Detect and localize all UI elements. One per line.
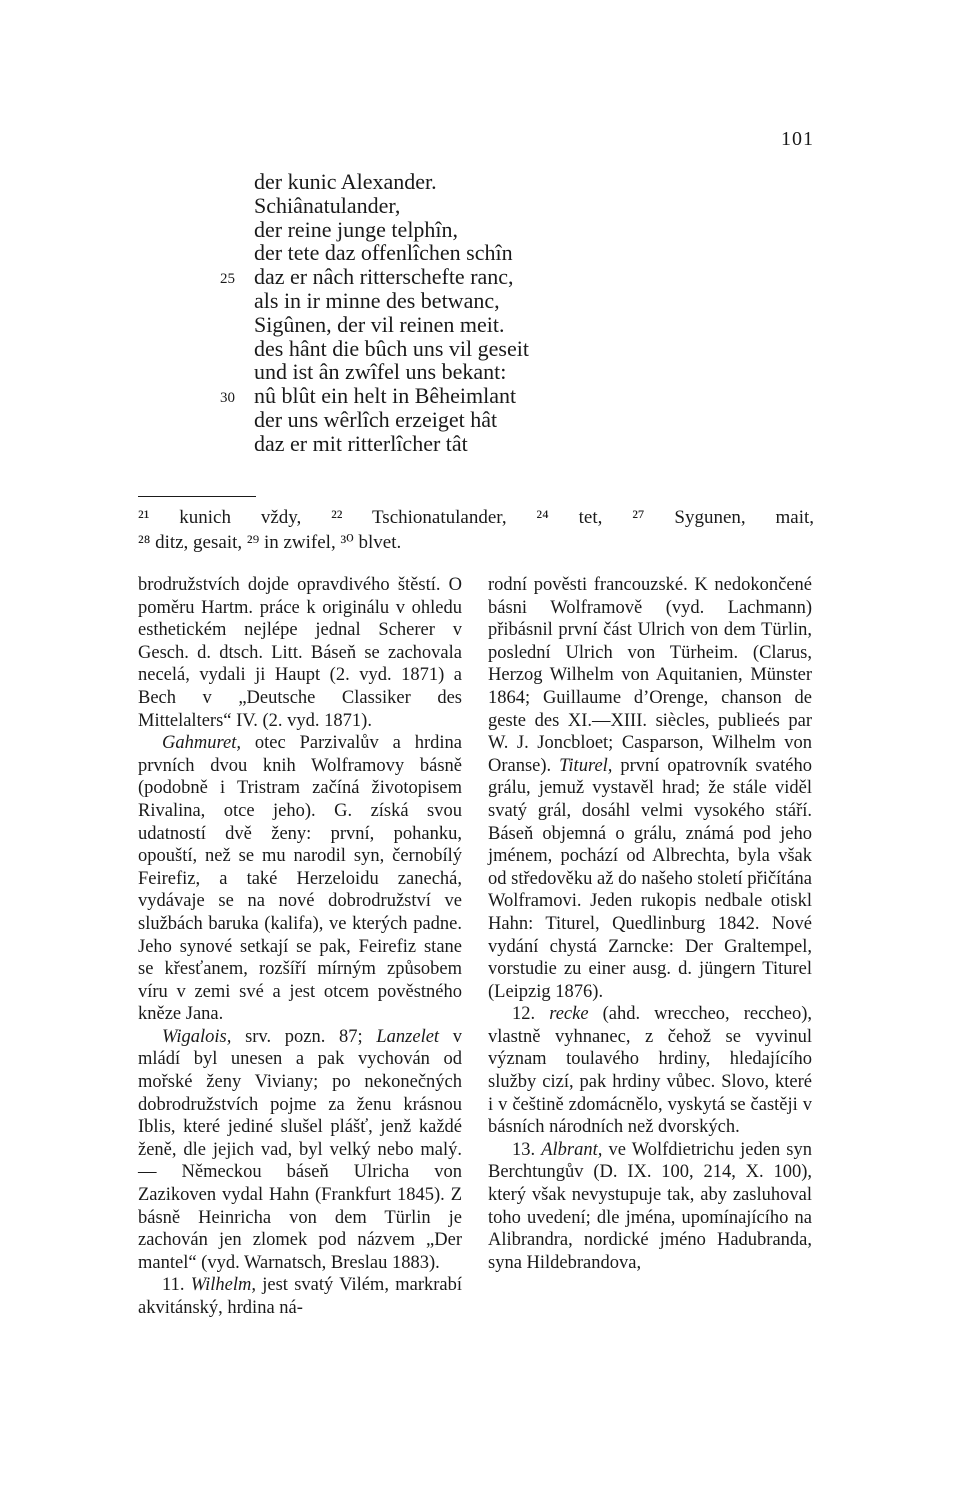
paragraph (138, 1026, 462, 1275)
verse-line (254, 432, 674, 456)
paragraph-text: v mládí byl unesen a pak vychován od mořské ženy Viviany; po nekonečných dobrodružstvích pojme za ženu krásnou Iblis, které jediné slušel plášť, jenž každé ženě, dle jejich vad, byl velký nebo malý. — Německou báseň Ulricha von Zazikoven vydal Hahn (Frankfurt 1845). Z básně Heinricha von dem Türlin je zachován jen zlomek pod názvem „Der mantel“ (vyd. Warnatsch, Breslau 1883). (138, 1026, 463, 1273)
paragraph-text: srv. pozn. 87; (231, 1026, 377, 1047)
section-number: 13. (512, 1139, 542, 1160)
paragraph (138, 732, 462, 1026)
footnotes (138, 505, 814, 555)
footnote-line: ²⁸ ditz, gesait, ²⁹ in zwifel, ³⁰ blvet. (138, 532, 402, 553)
term: Gahmuret, (162, 733, 241, 754)
verse-text: des hânt die bûch uns vil geseit (254, 335, 529, 361)
verse-line (254, 194, 674, 218)
verse-text: daz er mit ritterlîcher tât (254, 430, 468, 456)
paragraph-text: ve Wolfdietrichu jeden syn Berchtungův (D. IX. 100, 214, X. 100), který však nevystupuje tak, aby zasluhoval toho uvedení; dle jména, upomínajícího na Alibrandra, nordické jméno Hadubranda, syna Hildebrandova, (488, 1139, 812, 1273)
section-number: 12. (512, 1004, 550, 1025)
verse-line (220, 264, 674, 290)
paragraph-text: jest svatý Vilém, markrabí akvitánský, hrdina ná- (138, 1275, 462, 1318)
verse-line (254, 241, 674, 265)
line-number: 25 (220, 271, 235, 288)
footnote-divider (138, 496, 256, 497)
verse-text: Schiânatulander, (254, 192, 401, 218)
verse-text: daz er nâch ritterschefte ranc, (254, 264, 514, 290)
verse-text: der kunic Alexander. (254, 169, 437, 194)
paragraph-text: (ahd. wreccheo, reccheo), vlastně vyhnanec, z čehož se vyvinul význam toulavého hrdiny, hledajícího služby cizí, pak hrdiny vůbec. Slovo, které i v češtině zdomácnělo, vyskytá se častěji v básních národních než dvorských. (488, 1004, 813, 1138)
verse-text: als in ir minne des betwanc, (254, 287, 500, 313)
verse-text: nû blût ein helt in Bêheimlant (254, 383, 517, 409)
verse-line (254, 218, 674, 242)
section-number: 11. (162, 1275, 191, 1296)
footnote-line: ²¹ kunich vždy, ²² Tschionatulander, ²⁴ tet, ²⁷ Sygunen, mait, (138, 507, 814, 528)
paragraph-text: rodní pověsti francouzské. K nedokončené básni Wolframově (vyd. Lachmann) přibásnil první část Ulrich von dem Türlin, poslední Ulrich von Türheim. (Clarus, Herzog Wilhelm von Aquitanien, Münster 1864; Guillaume d’Orenge, chanson de geste des XI.—XIII. siècles, publieés par W. J. Joncbloet; Casparson, Wilhelm von Oranse). (488, 575, 812, 776)
verse-text: der uns wêrlîch erzeiget hât (254, 406, 498, 432)
verse-text: der reine junge telphîn, (254, 216, 459, 242)
term: Wigalois, (162, 1026, 232, 1047)
paragraph (488, 574, 812, 1003)
term: recke (549, 1004, 589, 1025)
verse-text: der tete daz offenlîchen schîn (254, 240, 513, 266)
term: Wilhelm, (190, 1275, 256, 1296)
verse-text: und ist ân zwîfel uns bekant: (254, 359, 507, 385)
right-column (488, 574, 812, 1274)
verse-line (254, 289, 674, 313)
paragraph (488, 1003, 812, 1139)
term: Albrant, (541, 1139, 603, 1160)
verse-text: Sigûnen, der vil reinen meit. (254, 311, 505, 337)
term: Titurel, (559, 755, 613, 776)
term: Lanzelet (376, 1026, 440, 1047)
left-column (138, 574, 462, 1320)
verse-line (254, 170, 674, 194)
paragraph (138, 1274, 462, 1319)
verse-line (254, 408, 674, 432)
verse-line (254, 313, 674, 337)
page-number: 101 (781, 128, 814, 150)
line-number: 30 (220, 390, 235, 407)
paragraph (488, 1139, 812, 1275)
verse-line (254, 360, 674, 384)
verse-block (220, 169, 674, 456)
paragraph-text: otec Parzivalův a hrdina prvních dvou knih Wolframovy básně (podobně i Tristram začíná životopisem Rivalina, otce jeho). G. získá svou udatností dvě ženy: první, pohanku, opouští, než se mu narodil syn, černobílý Feirefiz, a také Herzeloidu zanechá, vydávaje se na nové dobrodružství ve službách baruka (kalifa), ve kterých padne. Jeho synové setkají se pak, Feirefiz stane se křesťanem, rozšíří mírným způsobem víru v zemi své a jest otcem pověstného kněze Jana. (138, 733, 462, 1025)
paragraph: brodružstvích dojde opravdivého štěstí. O poměru Hartm. práce k originálu v ohledu esthetickém nejlépe jednal Scherer v Gesch. d. dtsch. Litt. Báseň se zachovala necelá, vydali ji Haupt (2. vyd. 1871) a Bech v „Deutsche Classiker des Mittelalters“ IV. (2. vyd. 1871). (138, 575, 462, 731)
verse-line (254, 337, 674, 361)
paragraph-text: první opatrovník svatého grálu, jemuž vystavěl hrad; že stále viděl svatý grál, dosáhl velmi vysokého stáří. Báseň objemná o grálu, známá pod jeho jménem, pochází od Albrechta, byla však od středověku až do našeho století přičítána Wolframovi. Jeden rukopis nedbale otiskl Hahn: Titurel, Quedlinburg 1842. Nové vydání chystá Zarncke: Der Graltempel, vorstudie zu einer ausg. d. jüngern Titurel (Leipzig 1876). (488, 755, 812, 1002)
verse-line (220, 383, 674, 409)
